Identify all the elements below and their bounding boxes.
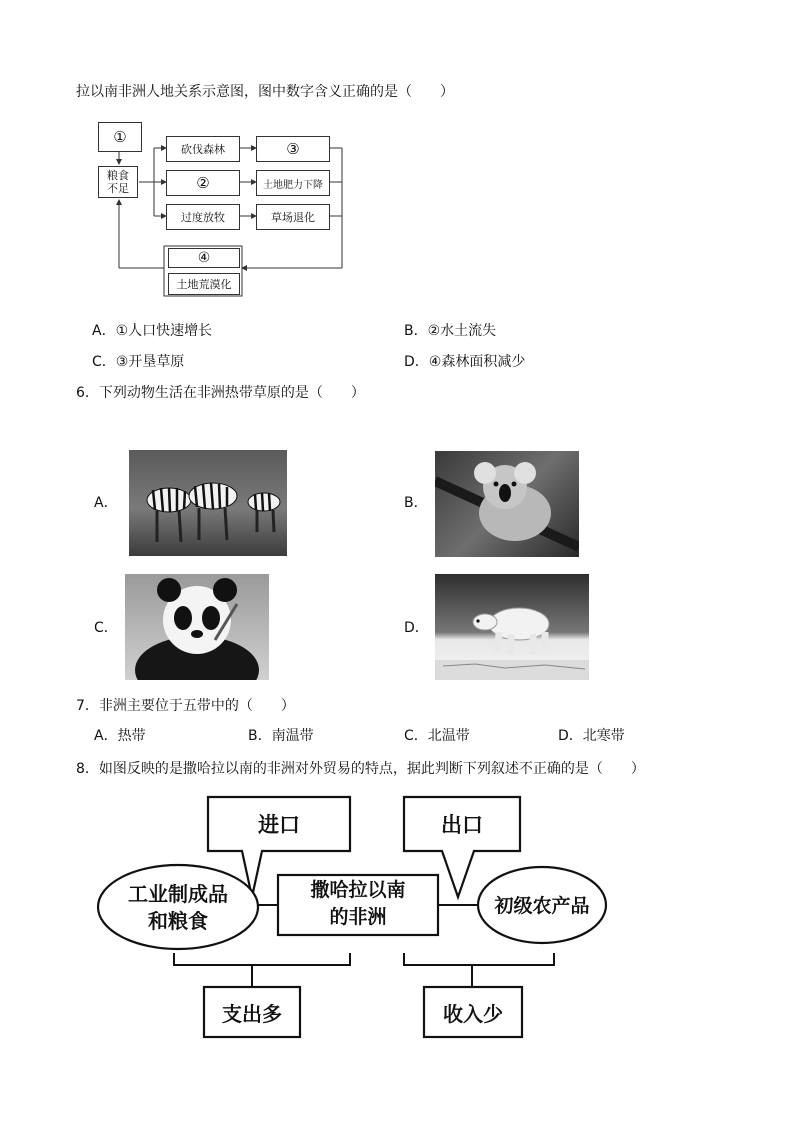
- q7-option-c[interactable]: C．北温带: [404, 728, 470, 744]
- export-label: 出口: [441, 813, 483, 837]
- q6-stem: 6．下列动物生活在非洲热带草原的是（ ）: [76, 385, 365, 401]
- option-text: ③开垦草原: [115, 354, 185, 370]
- option-label: B．: [404, 323, 428, 339]
- import-goods-line-1: 工业制成品: [128, 882, 228, 906]
- q5-option-a[interactable]: [92, 322, 212, 340]
- box-grassland-degradation: 草场退化: [256, 204, 330, 230]
- box-4: ④: [168, 248, 240, 268]
- income-label: 收入少: [443, 1001, 503, 1026]
- koala-photo: [435, 451, 579, 557]
- export-goods: 初级农产品: [494, 895, 590, 917]
- zebras-photo: [129, 450, 287, 556]
- box-desertification: 土地荒漠化: [168, 273, 240, 295]
- q6-option-c-label[interactable]: C．: [94, 620, 118, 636]
- option-label: D．: [404, 354, 429, 370]
- expense-label: 支出多: [222, 1001, 282, 1026]
- q5-stem: 拉以南非洲人地关系示意图，图中数字含义正确的是（ ）: [76, 84, 454, 100]
- option-text: ②水土流失: [427, 323, 497, 339]
- q7-option-d[interactable]: D．北寒带: [558, 728, 625, 744]
- q5-option-c[interactable]: [92, 353, 184, 371]
- panda-photo: [125, 574, 269, 680]
- option-label: A．: [92, 323, 116, 339]
- q7-option-b[interactable]: B．南温带: [248, 728, 314, 744]
- box-deforestation: 砍伐森林: [166, 136, 240, 162]
- option-text: ④森林面积减少: [428, 354, 526, 370]
- center-region-line-1: 撒哈拉以南: [310, 879, 406, 901]
- q5-option-b[interactable]: [404, 322, 496, 340]
- box-3: ③: [256, 136, 330, 162]
- q6-option-b-label[interactable]: B．: [404, 495, 428, 511]
- option-label: C．: [92, 354, 116, 370]
- q5-diagram: [92, 118, 352, 300]
- box-2: ②: [166, 170, 240, 196]
- q7-stem: 7．非洲主要位于五带中的（ ）: [76, 698, 295, 714]
- polar-bear-photo: [435, 574, 589, 680]
- import-goods-line-2: 和粮食: [148, 909, 208, 933]
- q6-option-a-label[interactable]: A．: [94, 495, 118, 511]
- import-label: 进口: [258, 813, 300, 837]
- import-goods: [100, 881, 256, 935]
- box-1: ①: [98, 122, 142, 152]
- q5-option-d[interactable]: [404, 353, 525, 371]
- center-region: [278, 877, 438, 931]
- q7-option-a[interactable]: A．热带: [94, 728, 146, 744]
- q8-diagram: [96, 793, 616, 1043]
- option-text: ①人口快速增长: [115, 323, 213, 339]
- box-overgrazing: 过度放牧: [166, 204, 240, 230]
- box-food-shortage: 粮食不足: [98, 166, 138, 198]
- box-fertility-decline: 土地肥力下降: [256, 170, 330, 196]
- center-region-line-2: 的非洲: [329, 906, 387, 928]
- q6-option-d-label[interactable]: D．: [404, 620, 429, 636]
- q8-stem: 8．如图反映的是撒哈拉以南的非洲对外贸易的特点，据此判断下列叙述不正确的是（ ）: [76, 761, 645, 777]
